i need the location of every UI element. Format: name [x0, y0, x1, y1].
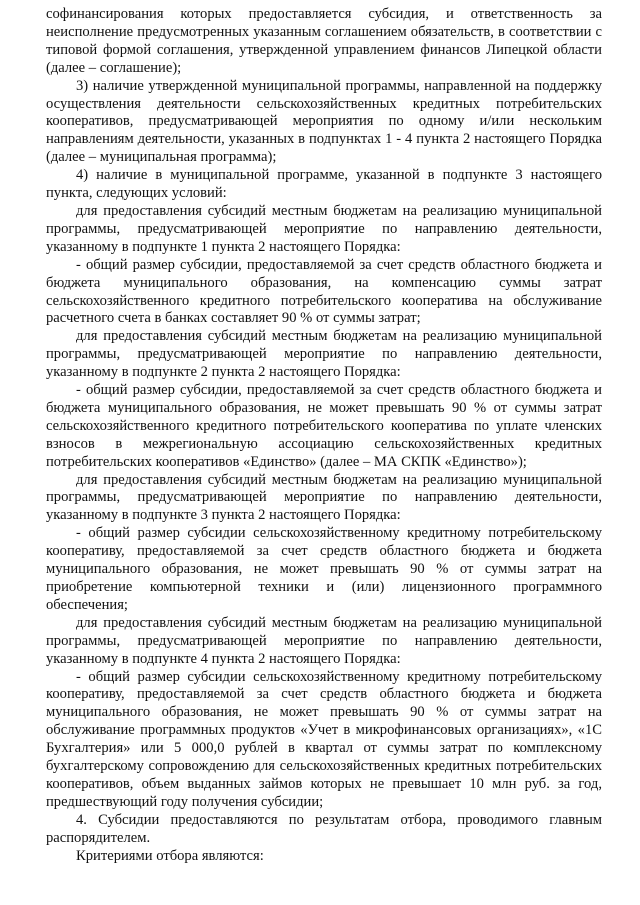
document-page	[46, 6, 602, 866]
paragraph-selection-criteria: Критериями отбора являются:	[76, 847, 264, 864]
paragraph-subitem-4-intro: для предоставления субсидий местным бюджетам на реализацию муниципальной программы, предусматривающей мероприятие по направлению деятельности, указанному в подпункте 4 пункта 2 настоящего Порядка:	[46, 614, 602, 667]
paragraph-subitem-3-intro: для предоставления субсидий местным бюджетам на реализацию муниципальной программы, предусматривающей мероприятие по направлению деятельности, указанному в подпункте 3 пункта 2 настоящего Порядка:	[46, 471, 602, 524]
paragraph-subitem-2-condition: - общий размер субсидии, предоставляемой за счет средств областного бюджета и бюджета муниципального образования, не может превышать 90 % от суммы затрат сельскохозяйственного кредитного потребительского кооператива по уплате членских взносов в межрегиональную ассоциацию сельскохозяйственных кредитных потребительских кооперативов «Единство» (далее – МА СКПК «Единство»);	[46, 382, 602, 470]
paragraph-subitem-1-condition: - общий размер субсидии, предоставляемой за счет средств областного бюджета и бюджета муниципального образования, на компенсацию суммы затрат сельскохозяйственного кредитного потребительского кооператива на обслуживание расчетного счета в банках составляет 90 % от суммы затрат;	[46, 256, 602, 327]
paragraph-item-4-conditions: 4) наличие в муниципальной программе, указанной в подпункте 3 настоящего пункта, следующих условий:	[46, 167, 602, 202]
paragraph-agreement-terms: софинансирования которых предоставляется субсидия, и ответственность за неисполнение предусмотренных указанным соглашением обязательств, в соответствии с типовой формой соглашения, утвержденной управлением финансов Липецкой области (далее – соглашение);	[46, 6, 602, 76]
paragraph-subitem-2-intro: для предоставления субсидий местным бюджетам на реализацию муниципальной программы, предусматривающей мероприятие по направлению деятельности, указанному в подпункте 2 пункта 2 настоящего Порядка:	[46, 328, 602, 381]
paragraph-subitem-3-condition: - общий размер субсидии сельскохозяйственному кредитному потребительскому кооперативу, предоставляемой за счет средств областного бюджета и бюджета муниципального образования, не может превышать 90 % от суммы затрат на приобретение компьютерной техники и (или) лицензионного программного обеспечения;	[46, 525, 602, 613]
paragraph-subitem-4-condition: - общий размер субсидии сельскохозяйственному кредитному потребительскому кооперативу, предоставляемой за счет средств областного бюджета и бюджета муниципального образования, не может превышать 90 % от суммы затрат на обслуживание программных продуктов «Учет в микрофинансовых организациях», «1С Бухгалтерия» или 5 000,0 рублей в квартал от суммы затрат по комплексному бухгалтерскому сопровождению для сельскохозяйственных кредитных потребительских кооперативов, объем выданных займов которых не превышает 10 млн руб. за год, предшествующий году получения субсидии;	[46, 668, 602, 810]
paragraph-item-3-municipal-program: 3) наличие утвержденной муниципальной программы, направленной на поддержку осуществления деятельности сельскохозяйственных кредитных потребительских кооперативов, предусматривающей мероприятия по одному и/или нескольким направлениям деятельности, указанных в подпунктах 1 - 4 пункта 2 настоящего Порядка (далее – муниципальная программа);	[46, 77, 602, 166]
paragraph-subitem-1-intro: для предоставления субсидий местным бюджетам на реализацию муниципальной программы, предусматривающей мероприятие по направлению деятельности, указанному в подпункте 1 пункта 2 настоящего Порядка:	[46, 202, 602, 255]
paragraph-item-4-selection: 4. Субсидии предоставляются по результатам отбора, проводимого главным распорядителем.	[46, 811, 602, 846]
